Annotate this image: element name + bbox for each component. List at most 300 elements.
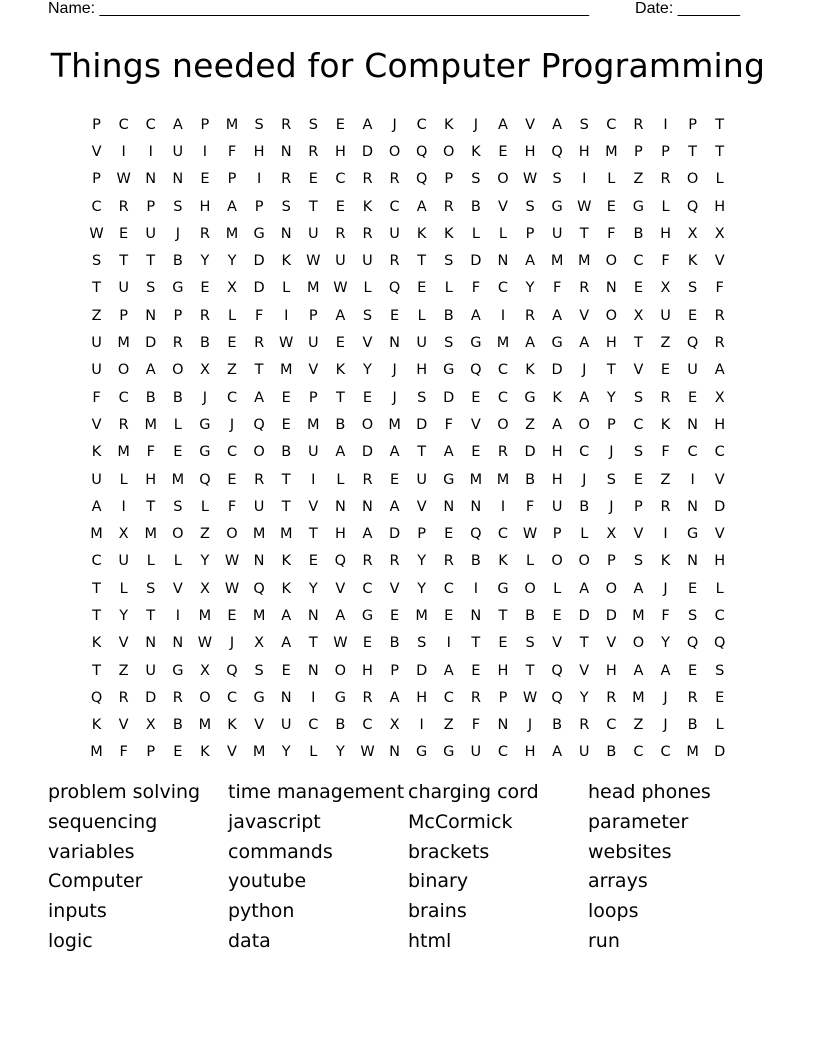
grid-letter: E (660, 362, 671, 379)
grid-letter: L (417, 307, 426, 324)
grid-letter: A (552, 744, 563, 761)
grid-letter: P (227, 171, 237, 188)
word-list-item: brackets (408, 840, 490, 863)
grid-letter: R (579, 280, 590, 297)
grid-letter: L (119, 580, 128, 597)
grid-letter: J (202, 389, 208, 406)
grid-letter: W (279, 335, 294, 352)
grid-letter: N (253, 553, 265, 570)
grid-letter: C (606, 717, 617, 734)
word-list-item: arrays (588, 870, 648, 893)
grid-letter: B (470, 553, 481, 570)
grid-letter: M (252, 526, 266, 543)
grid-letter: E (389, 307, 400, 324)
grid-letter: T (498, 607, 508, 624)
grid-letter: N (172, 171, 184, 188)
grid-letter: R (362, 171, 373, 188)
grid-letter: B (606, 744, 617, 761)
grid-letter: D (145, 335, 157, 352)
grid-letter: E (688, 389, 698, 406)
grid-letter: C (362, 717, 373, 734)
grid-letter: M (686, 744, 699, 761)
grid-letter: T (92, 280, 101, 297)
grid-letter: Q (388, 280, 401, 297)
grid-letter: F (227, 143, 237, 160)
grid-letter: U (551, 225, 563, 242)
grid-letter: K (444, 225, 454, 242)
grid-letter: K (91, 444, 102, 461)
word-list-item: commands (228, 840, 333, 863)
grid-letter: D (253, 253, 265, 270)
grid-letter: T (146, 498, 156, 515)
grid-letter: E (200, 171, 210, 188)
grid-letter: P (688, 116, 697, 133)
grid-letter: U (118, 553, 129, 570)
grid-letter: E (362, 389, 373, 406)
grid-letter: U (416, 471, 427, 488)
grid-letter: H (714, 553, 726, 570)
grid-letter: O (361, 416, 374, 433)
word-list-item: variables (48, 840, 135, 863)
grid-letter: U (91, 471, 102, 488)
grid-letter: Q (686, 335, 699, 352)
grid-letter: A (525, 335, 535, 352)
grid-letter: C (687, 444, 698, 461)
grid-letter: U (91, 335, 102, 352)
grid-letter: J (473, 116, 478, 133)
grid-letter: L (173, 553, 182, 570)
grid-letter: R (199, 225, 210, 242)
grid-letter: Q (470, 362, 482, 379)
grid-letter: R (660, 171, 671, 188)
grid-letter: X (199, 580, 210, 597)
grid-letter: U (416, 335, 427, 352)
grid-letter: L (282, 280, 291, 297)
grid-letter: M (632, 607, 645, 624)
grid-letter: W (89, 225, 104, 242)
grid-letter: E (606, 198, 616, 215)
grid-letter: E (173, 744, 183, 761)
grid-letter: Q (90, 689, 103, 706)
grid-letter: K (471, 143, 481, 160)
grid-letter: K (660, 416, 671, 433)
grid-letter: T (579, 225, 589, 242)
grid-letter: L (119, 471, 128, 488)
grid-letter: O (226, 526, 238, 543)
grid-letter: H (416, 689, 428, 706)
grid-letter: M (415, 607, 428, 624)
grid-letter: Q (253, 416, 265, 433)
grid-letter: V (227, 744, 237, 761)
grid-letter: S (254, 116, 264, 133)
grid-letter: B (335, 416, 346, 433)
grid-letter: I (500, 307, 506, 324)
grid-letter: I (121, 498, 126, 515)
word-list-item: Computer (48, 870, 143, 893)
grid-letter: V (389, 580, 400, 597)
grid-letter: C (660, 744, 671, 761)
grid-letter: K (444, 116, 454, 133)
grid-letter: B (172, 389, 183, 406)
grid-letter: V (335, 580, 346, 597)
grid-letter: A (416, 198, 427, 215)
date-field-label: Date: _______ (635, 0, 740, 17)
grid-letter: N (145, 171, 157, 188)
grid-letter: E (444, 607, 454, 624)
grid-letter: W (116, 171, 131, 188)
grid-letter: P (444, 171, 454, 188)
grid-letter: O (117, 362, 130, 379)
grid-letter: Y (308, 580, 318, 597)
grid-letter: R (660, 389, 671, 406)
grid-letter: N (470, 607, 482, 624)
grid-letter: E (281, 662, 291, 679)
grid-letter: V (714, 471, 725, 488)
grid-letter: X (633, 307, 644, 324)
grid-letter: C (497, 389, 509, 406)
grid-letter: F (552, 280, 562, 297)
word-list-item: logic (48, 929, 93, 952)
grid-letter: P (308, 389, 318, 406)
grid-letter: E (552, 607, 562, 624)
grid-letter: I (663, 526, 668, 543)
grid-letter: G (470, 335, 482, 352)
grid-letter: N (470, 498, 482, 515)
grid-letter: Q (199, 471, 211, 488)
grid-letter: V (497, 198, 508, 215)
grid-letter: A (227, 198, 237, 215)
grid-letter: X (714, 225, 725, 242)
grid-letter: U (145, 225, 157, 242)
grid-letter: K (362, 198, 373, 215)
grid-letter: B (525, 607, 536, 624)
grid-letter: S (362, 307, 373, 324)
grid-letter: Z (118, 662, 129, 679)
grid-letter: R (660, 498, 671, 515)
grid-letter: K (281, 580, 291, 597)
word-list-item: html (408, 929, 452, 952)
grid-letter: T (308, 635, 318, 652)
grid-letter: X (118, 526, 129, 543)
grid-letter: O (524, 580, 536, 597)
grid-letter: I (663, 116, 668, 133)
grid-letter: E (362, 635, 373, 652)
grid-letter: V (362, 335, 373, 352)
grid-letter: T (633, 335, 643, 352)
grid-letter: J (609, 498, 614, 515)
grid-letter: S (688, 280, 698, 297)
grid-letter: C (497, 744, 509, 761)
name-field-label: Name: _______________________________________________________ (48, 0, 589, 17)
grid-letter: R (281, 171, 292, 188)
grid-letter: K (281, 253, 291, 270)
grid-letter: P (498, 689, 508, 706)
grid-letter: X (145, 717, 156, 734)
grid-letter: F (119, 744, 128, 761)
grid-letter: G (172, 280, 184, 297)
grid-letter: U (578, 744, 590, 761)
grid-letter: C (226, 689, 238, 706)
grid-letter: O (172, 362, 184, 379)
grid-letter: M (496, 335, 510, 352)
grid-letter: P (634, 143, 643, 160)
grid-letter: F (254, 307, 264, 324)
grid-letter: E (498, 635, 508, 652)
grid-letter: R (714, 335, 725, 352)
grid-letter: Q (226, 662, 238, 679)
grid-letter: D (443, 389, 455, 406)
grid-letter: W (333, 280, 348, 297)
grid-letter: F (661, 607, 670, 624)
grid-letter: E (335, 116, 345, 133)
grid-letter: D (253, 280, 265, 297)
grid-letter: C (226, 389, 238, 406)
grid-letter: A (335, 444, 346, 461)
grid-letter: R (172, 335, 183, 352)
grid-letter: Z (660, 471, 671, 488)
grid-letter: Q (713, 635, 726, 652)
grid-letter: R (714, 307, 725, 324)
grid-letter: V (91, 143, 102, 160)
grid-letter: P (417, 526, 427, 543)
grid-letter: K (416, 225, 427, 242)
grid-letter: B (687, 717, 698, 734)
grid-letter: N (145, 307, 157, 324)
grid-letter: N (389, 335, 400, 352)
grid-letter: G (524, 389, 536, 406)
grid-letter: L (553, 580, 562, 597)
grid-letter: F (227, 498, 237, 515)
grid-letter: E (633, 280, 643, 297)
grid-letter: H (524, 744, 536, 761)
grid-letter: V (633, 526, 644, 543)
grid-letter: G (443, 471, 455, 488)
grid-letter: J (527, 717, 533, 734)
grid-letter: O (253, 444, 265, 461)
grid-letter: N (280, 225, 292, 242)
grid-letter: J (609, 444, 614, 461)
grid-letter: H (145, 471, 157, 488)
grid-letter: X (660, 280, 671, 297)
grid-letter: X (687, 225, 698, 242)
grid-letter: Y (200, 253, 210, 270)
grid-letter: B (281, 444, 292, 461)
grid-letter: M (117, 444, 130, 461)
grid-letter: I (500, 498, 506, 515)
grid-letter: R (362, 689, 373, 706)
grid-letter: F (607, 225, 616, 242)
grid-letter: A (470, 307, 481, 324)
grid-letter: C (335, 171, 346, 188)
grid-letter: B (470, 198, 481, 215)
grid-letter: R (606, 689, 617, 706)
grid-letter: T (688, 143, 698, 160)
grid-letter: E (498, 143, 508, 160)
grid-letter: H (334, 526, 346, 543)
grid-letter: N (389, 744, 400, 761)
grid-letter: L (661, 198, 670, 215)
grid-letter: O (605, 307, 618, 324)
grid-letter: L (309, 744, 318, 761)
grid-letter: F (146, 444, 155, 461)
grid-letter: H (660, 225, 671, 242)
grid-letter: A (254, 389, 265, 406)
grid-letter: R (389, 253, 400, 270)
grid-letter: E (308, 553, 318, 570)
grid-letter: B (443, 307, 454, 324)
grid-letter: C (633, 253, 644, 270)
grid-letter: W (522, 526, 538, 543)
grid-letter: T (92, 607, 101, 624)
grid-letter: O (551, 553, 563, 570)
grid-letter: T (525, 662, 535, 679)
grid-letter: N (362, 498, 373, 515)
word-list-item: run (588, 929, 620, 952)
grid-letter: O (578, 416, 590, 433)
grid-letter: J (663, 580, 668, 597)
grid-letter: A (362, 526, 373, 543)
grid-letter: R (633, 116, 644, 133)
grid-letter: L (227, 307, 237, 324)
grid-letter: X (254, 635, 265, 652)
grid-letter: H (714, 198, 726, 215)
word-list-item: sequencing (48, 810, 158, 833)
grid-letter: E (281, 416, 291, 433)
grid-letter: M (90, 744, 103, 761)
grid-letter: G (253, 689, 265, 706)
grid-letter: O (605, 253, 618, 270)
grid-letter: Y (281, 744, 291, 761)
grid-letter: X (389, 717, 400, 734)
grid-letter: G (172, 662, 184, 679)
grid-letter: V (633, 362, 644, 379)
grid-letter: R (470, 689, 481, 706)
grid-letter: Y (417, 580, 427, 597)
grid-letter: E (633, 471, 643, 488)
grid-letter: L (715, 580, 724, 597)
letter-grid (83, 111, 733, 766)
grid-letter: F (471, 717, 481, 734)
grid-letter: S (444, 335, 454, 352)
grid-letter: E (688, 580, 698, 597)
grid-letter: N (687, 553, 699, 570)
grid-letter: E (335, 198, 345, 215)
grid-letter: Y (227, 253, 237, 270)
grid-letter: L (146, 553, 155, 570)
grid-letter: Z (443, 717, 454, 734)
grid-letter: Q (551, 689, 563, 706)
grid-letter: R (199, 307, 210, 324)
grid-letter: H (334, 143, 346, 160)
grid-letter: Z (91, 307, 102, 324)
grid-letter: W (197, 635, 213, 652)
grid-letter: F (471, 280, 481, 297)
grid-letter: C (714, 444, 725, 461)
grid-letter: B (579, 498, 590, 515)
grid-letter: M (307, 416, 320, 433)
grid-letter: V (118, 717, 129, 734)
grid-letter: N (497, 717, 509, 734)
grid-letter: C (145, 116, 156, 133)
grid-letter: P (606, 416, 616, 433)
grid-letter: I (121, 143, 126, 160)
grid-letter: M (252, 744, 266, 761)
grid-letter: R (579, 717, 590, 734)
grid-letter: Z (525, 416, 536, 433)
grid-letter: P (146, 198, 156, 215)
grid-letter: C (606, 116, 617, 133)
grid-letter: S (633, 553, 644, 570)
grid-letter: E (471, 662, 481, 679)
grid-letter: E (417, 280, 427, 297)
grid-letter: T (579, 635, 589, 652)
grid-letter: F (715, 280, 724, 297)
grid-letter: F (661, 444, 670, 461)
grid-letter: R (497, 444, 508, 461)
grid-letter: G (443, 744, 455, 761)
grid-letter: C (91, 198, 102, 215)
grid-letter: U (253, 498, 265, 515)
grid-letter: R (389, 171, 400, 188)
grid-letter: R (362, 553, 373, 570)
grid-letter: C (91, 553, 102, 570)
grid-letter: C (633, 744, 644, 761)
grid-letter: R (443, 198, 454, 215)
grid-letter: C (579, 444, 590, 461)
grid-letter: A (579, 580, 590, 597)
grid-letter: S (308, 116, 318, 133)
grid-letter: D (361, 444, 374, 461)
grid-letter: S (146, 580, 156, 597)
grid-letter: X (227, 280, 237, 297)
grid-letter: K (335, 362, 346, 379)
grid-letter: R (443, 553, 454, 570)
grid-letter: K (281, 553, 291, 570)
word-list-item: data (228, 929, 271, 952)
grid-letter: K (687, 253, 698, 270)
grid-letter: T (92, 662, 101, 679)
grid-letter: K (498, 553, 508, 570)
grid-letter: G (497, 580, 509, 597)
grid-letter: U (91, 362, 102, 379)
grid-letter: M (279, 362, 293, 379)
grid-letter: N (605, 280, 617, 297)
grid-letter: J (663, 717, 668, 734)
grid-letter: B (199, 335, 210, 352)
grid-letter: E (200, 280, 210, 297)
grid-letter: R (687, 689, 698, 706)
grid-letter: Y (661, 635, 670, 652)
grid-letter: H (605, 662, 617, 679)
grid-letter: P (525, 225, 535, 242)
grid-letter: B (633, 225, 644, 242)
grid-letter: I (419, 717, 424, 734)
grid-letter: G (686, 526, 699, 543)
word-list-item: loops (588, 900, 639, 923)
grid-letter: N (687, 416, 699, 433)
grid-letter: U (660, 307, 671, 324)
grid-letter: M (388, 416, 401, 433)
grid-letter: G (199, 416, 211, 433)
grid-letter: G (253, 225, 265, 242)
grid-letter: E (227, 335, 237, 352)
grid-letter: T (281, 498, 291, 515)
grid-letter: O (199, 689, 211, 706)
grid-letter: V (552, 635, 563, 652)
grid-letter: O (578, 553, 590, 570)
grid-letter: K (200, 744, 210, 761)
grid-letter: W (333, 635, 348, 652)
